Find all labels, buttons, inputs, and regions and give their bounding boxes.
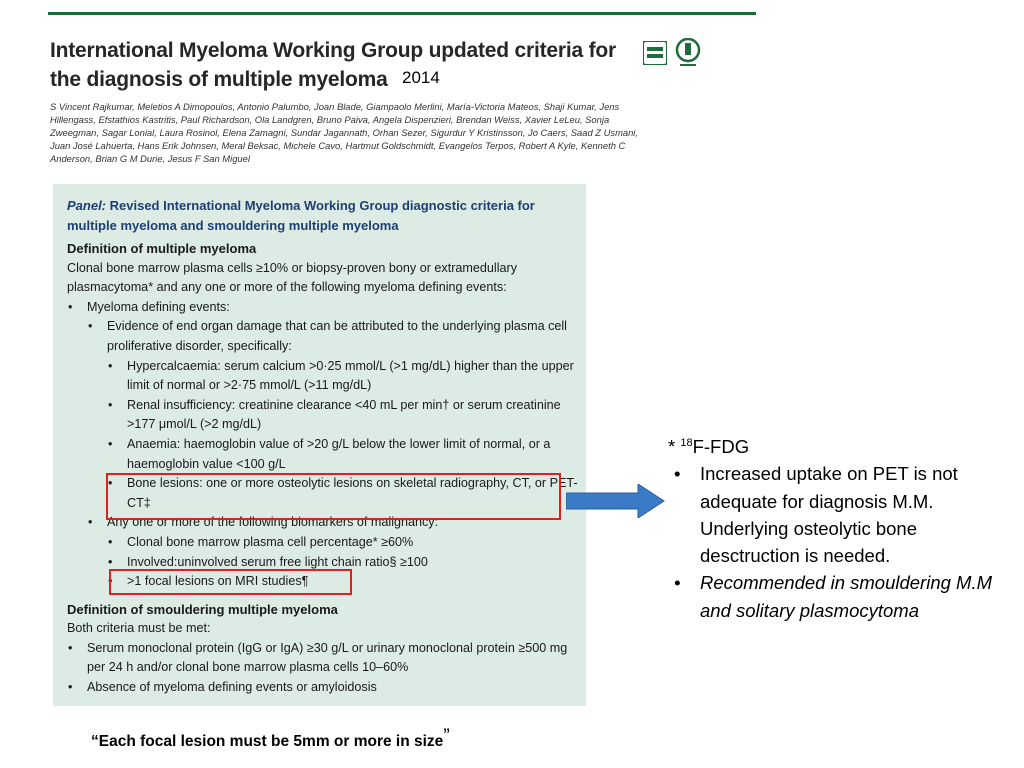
end-organ-item: • Evidence of end organ damage that can be attributed to the underlying plasma cell proliferative disorder, specifically: xyxy=(67,317,582,356)
biomarker-item-flc: • Involved:uninvolved serum free light chain ratio§ ≥100 xyxy=(67,553,582,573)
footer-close-quote: ” xyxy=(443,726,450,747)
bone-lesion-highlight-box xyxy=(106,473,561,520)
smm-item-absence: • Absence of myeloma defining events or amyloidosis xyxy=(67,678,582,698)
fdg-note xyxy=(668,430,1018,624)
note-star: * xyxy=(668,436,681,457)
biomarker-item-plasma: • Clonal bone marrow plasma cell percentage* ≥60% xyxy=(67,533,582,553)
crab-item-bone: • Bone lesions: one or more osteolytic lesions on skeletal radiography, CT, or PET-CT‡ xyxy=(67,474,582,513)
footer-caption xyxy=(91,726,450,751)
footer-open-quote: “ xyxy=(91,733,99,750)
panel-title xyxy=(67,196,582,236)
biomarker-item-mri: • >1 focal lesions on MRI studies¶ xyxy=(67,572,582,592)
note-item-recommended: • Recommended in smouldering M.M and solitary plasmocytoma xyxy=(668,569,1018,624)
note-isotope: 18 xyxy=(680,437,693,449)
criteria-panel xyxy=(53,184,586,706)
mde-item: • Myeloma defining events: xyxy=(67,298,582,318)
article-year: 2014 xyxy=(402,68,440,87)
panel-title-text: Revised International Myeloma Working Group diagnostic criteria for multiple myeloma and smouldering multiple myeloma xyxy=(67,198,535,233)
mm-intro: Clonal bone marrow plasma cells ≥10% or biopsy-proven bony or extramedullary plasmacytoma* and any one or more of the following myeloma defining events: xyxy=(67,260,517,295)
article-title: International Myeloma Working Group updated criteria for the diagnosis of multiple myeloma xyxy=(50,39,616,91)
crossmark-logo-icon xyxy=(674,38,702,68)
smm-item-protein: • Serum monoclonal protein (IgG or IgA) ≥30 g/L or urinary monoclonal protein ≥500 mg per 24 h and/or clonal bone marrow plasma cells 10–60% xyxy=(67,639,582,678)
smm-heading: Definition of smouldering multiple myeloma xyxy=(67,601,338,617)
mri-lesion-highlight-box xyxy=(109,569,352,595)
panel-label: Panel: xyxy=(67,198,107,213)
note-item-pet: • Increased uptake on PET is not adequate for diagnosis M.M. Underlying osteolytic bone desctruction is needed. xyxy=(668,460,1018,569)
fdg-note-heading xyxy=(668,430,1018,460)
arrow-right-icon xyxy=(566,484,666,518)
crab-item-renal: • Renal insufficiency: creatinine clearance <40 mL per min† or serum creatinine >177 μmol/L (>2 mg/dL) xyxy=(67,396,582,435)
crab-item-hypercalcaemia: • Hypercalcaemia: serum calcium >0·25 mmol/L (>1 mg/dL) higher than the upper limit of normal or >2·75 mmol/L (>11 mg/dL) xyxy=(67,357,582,396)
author-list: S Vincent Rajkumar, Meletios A Dimopoulos, Antonio Palumbo, Joan Blade, Giampaolo Merlini, María-Victoria Mateos, Shaji Kumar, Jens Hillengass, Efstathios Kastritis, Paul Richardson, Ola Landgren, Bruno Paiva, Angela Dispenzieri, Brendan Weiss, Xavier LeLeu, Sonja Zweegman, Sagar Lonial, Laura Rosinol, Elena Zamagni, Sundar Jagannath, Orhan Sezer, Sigurdur Y Kristinsson, Jo Caers, Saad Z Usmani, Juan José Lahuerta, Hans Erik Johnsen, Meral Beksac, Michele Cavo, Hartmut Goldschmidt, Evangelos Terpos, Robert A Kyle, Kenneth C Anderson, Brian G M Durie, Jesus F San Miguel xyxy=(50,101,638,164)
open-access-logo-icon xyxy=(643,41,667,65)
biomarkers-item: • Any one or more of the following biomarkers of malignancy: xyxy=(67,513,582,533)
smm-intro: Both criteria must be met: xyxy=(67,621,211,636)
mm-heading: Definition of multiple myeloma xyxy=(67,241,257,256)
note-tracer: F-FDG xyxy=(692,436,750,457)
footer-text: Each focal lesion must be 5mm or more in size xyxy=(98,733,444,750)
crab-item-anaemia: • Anaemia: haemoglobin value of >20 g/L below the lower limit of normal, or a haemoglobin value <100 g/L xyxy=(67,435,582,474)
header-rule xyxy=(48,12,756,15)
